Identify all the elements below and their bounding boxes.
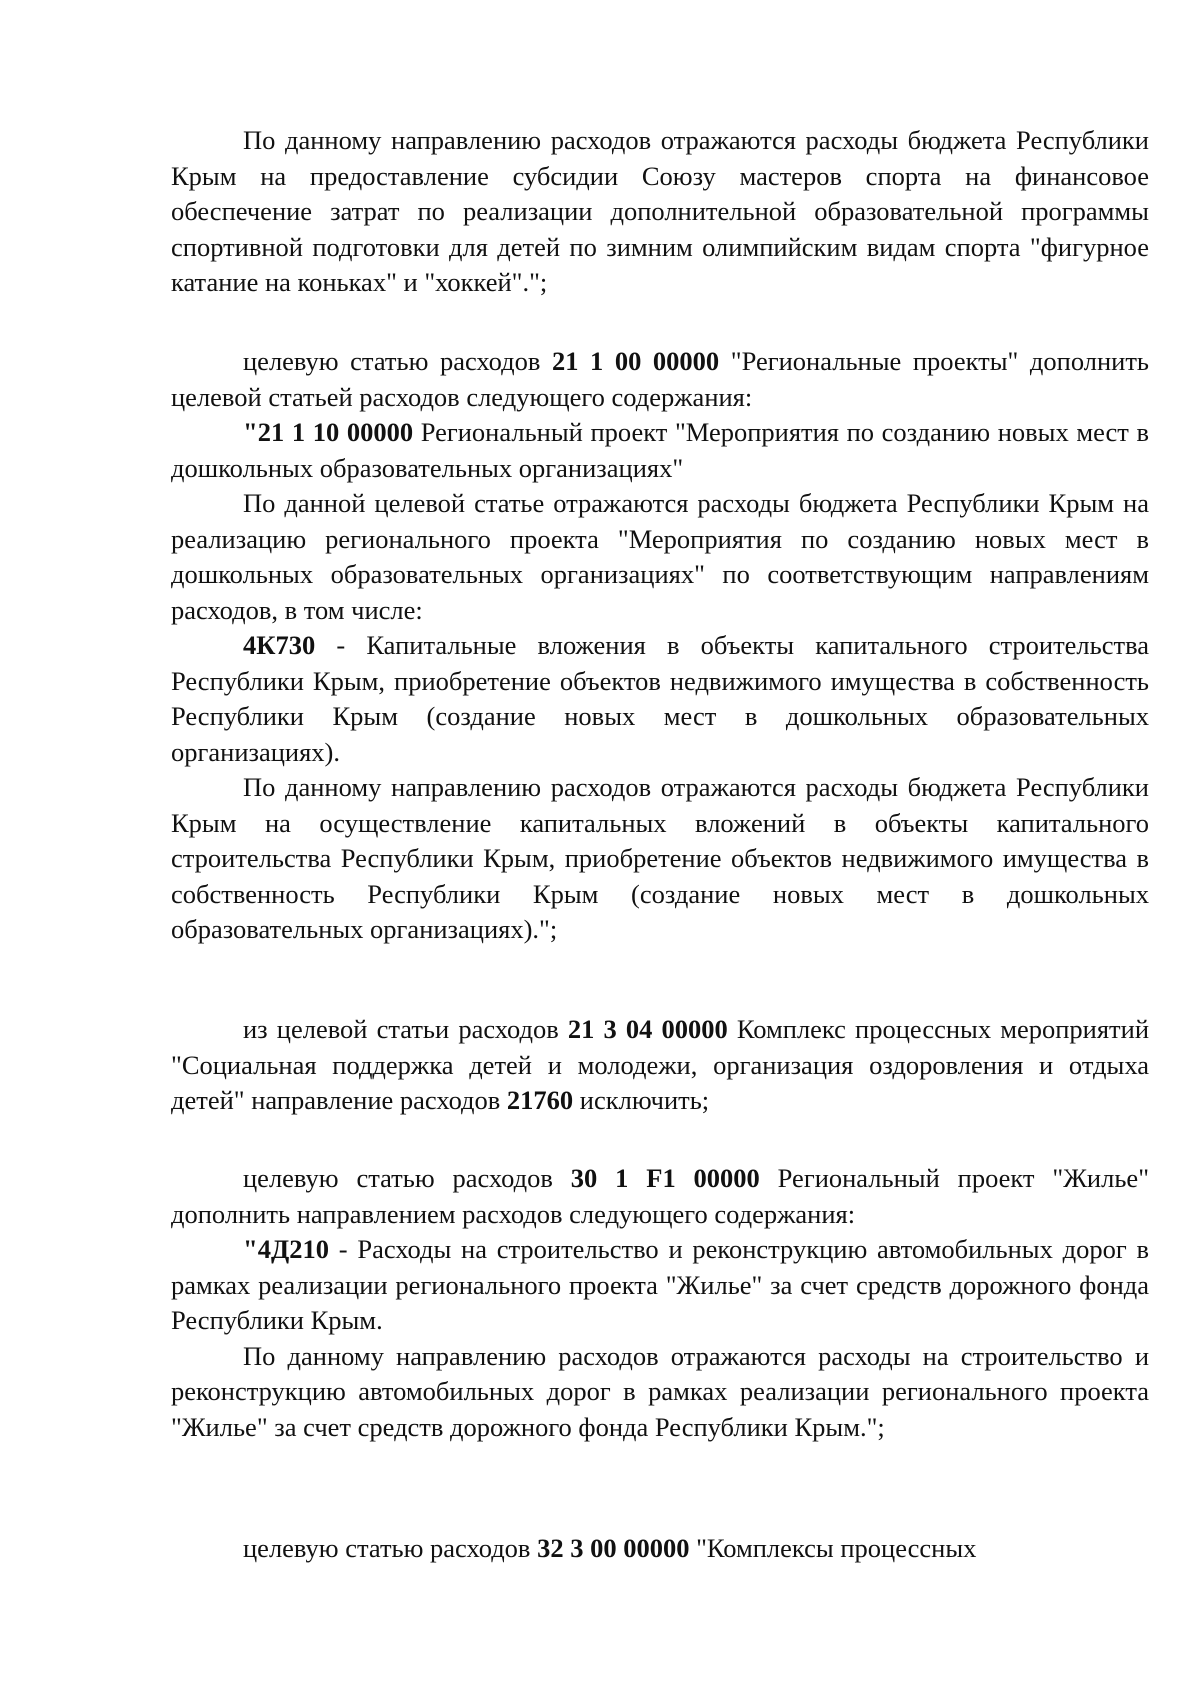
text-block-5 — [171, 1531, 1149, 1567]
budget-code: "4Д210 — [243, 1234, 329, 1264]
paragraph — [171, 344, 1149, 415]
paragraph — [171, 1012, 1149, 1119]
paragraph — [171, 415, 1149, 486]
paragraph-text: целевую статью расходов — [243, 1533, 538, 1563]
budget-code: 21 1 00 00000 — [551, 346, 720, 376]
paragraph-text: целевую статью расходов — [243, 346, 552, 376]
paragraph: По данному направлению расходов отражаются расходы бюджета Республики Крым на предоставление субсидии Союзу мастеров спорта на финансовое обеспечение затрат по реализации дополнительной образовательной программы спортивной подготовки для детей по зимним олимпийским видам спорта "фигурное катание на коньках" и "хоккей"."; — [171, 125, 1149, 297]
paragraph: По данному направлению расходов отражаются расходы бюджета Республики Крым на осуществление капитальных вложений в объекты капитального строительства Республики Крым, приобретение объектов недвижимого имущества в собственность Республики Крым (создание новых мест в дошкольных образовательных организациях)."; — [171, 772, 1149, 944]
paragraph-text: Комплекс процессных мероприятий "Социальная поддержка детей и молодежи, организация оздоровления и отдыха детей" направление расходов — [171, 1014, 1149, 1115]
budget-code: "21 1 10 00000 — [243, 417, 414, 447]
budget-code: 32 3 00 00000 — [537, 1533, 690, 1563]
text-block-1 — [171, 123, 1149, 301]
text-block-4 — [171, 1161, 1149, 1445]
paragraph — [171, 1531, 1149, 1567]
paragraph — [171, 1232, 1149, 1339]
paragraph — [171, 628, 1149, 770]
paragraph-text: исключить; — [573, 1085, 710, 1115]
paragraph-text: Региональный проект "Жилье" дополнить направлением расходов следующего содержания: — [171, 1163, 1150, 1229]
paragraph-text: - Расходы на строительство и реконструкцию автомобильных дорог в рамках реализации регионального проекта "Жилье" за счет средств дорожного фонда Республики Крым. — [171, 1234, 1149, 1335]
paragraph-text: Региональный проект "Мероприятия по созданию новых мест в дошкольных образовательных организациях" — [171, 417, 1149, 483]
paragraph-text: из целевой статьи расходов — [243, 1014, 568, 1044]
text-block-3 — [171, 1012, 1149, 1119]
paragraph-text: "Региональные проекты" дополнить целевой статьей расходов следующего содержания: — [171, 346, 1149, 412]
budget-code: 4К730 — [243, 630, 316, 660]
paragraph: По данной целевой статье отражаются расходы бюджета Республики Крым на реализацию регионального проекта "Мероприятия по созданию новых мест в дошкольных образовательных организациях" по соответствующим направлениям расходов, в том числе: — [171, 488, 1149, 625]
paragraph: По данному направлению расходов отражаются расходы на строительство и реконструкцию автомобильных дорог в рамках реализации регионального проекта "Жилье" за счет средств дорожного фонда Республики Крым."; — [171, 1340, 1149, 1442]
paragraph-text: "Комплексы процессных — [689, 1533, 977, 1563]
paragraph-text: - Капитальные вложения в объекты капитального строительства Республики Крым, приобретение объектов недвижимого имущества в собственность Республики Крым (создание новых мест в дошкольных образовательных организациях). — [171, 630, 1149, 767]
budget-code: 21 3 04 00000 — [567, 1014, 728, 1044]
paragraph — [171, 1161, 1149, 1232]
budget-code: 21760 — [506, 1085, 574, 1115]
budget-code: 30 1 F1 00000 — [570, 1163, 760, 1193]
text-block-2 — [171, 344, 1149, 948]
paragraph-text: целевую статью расходов — [243, 1163, 571, 1193]
